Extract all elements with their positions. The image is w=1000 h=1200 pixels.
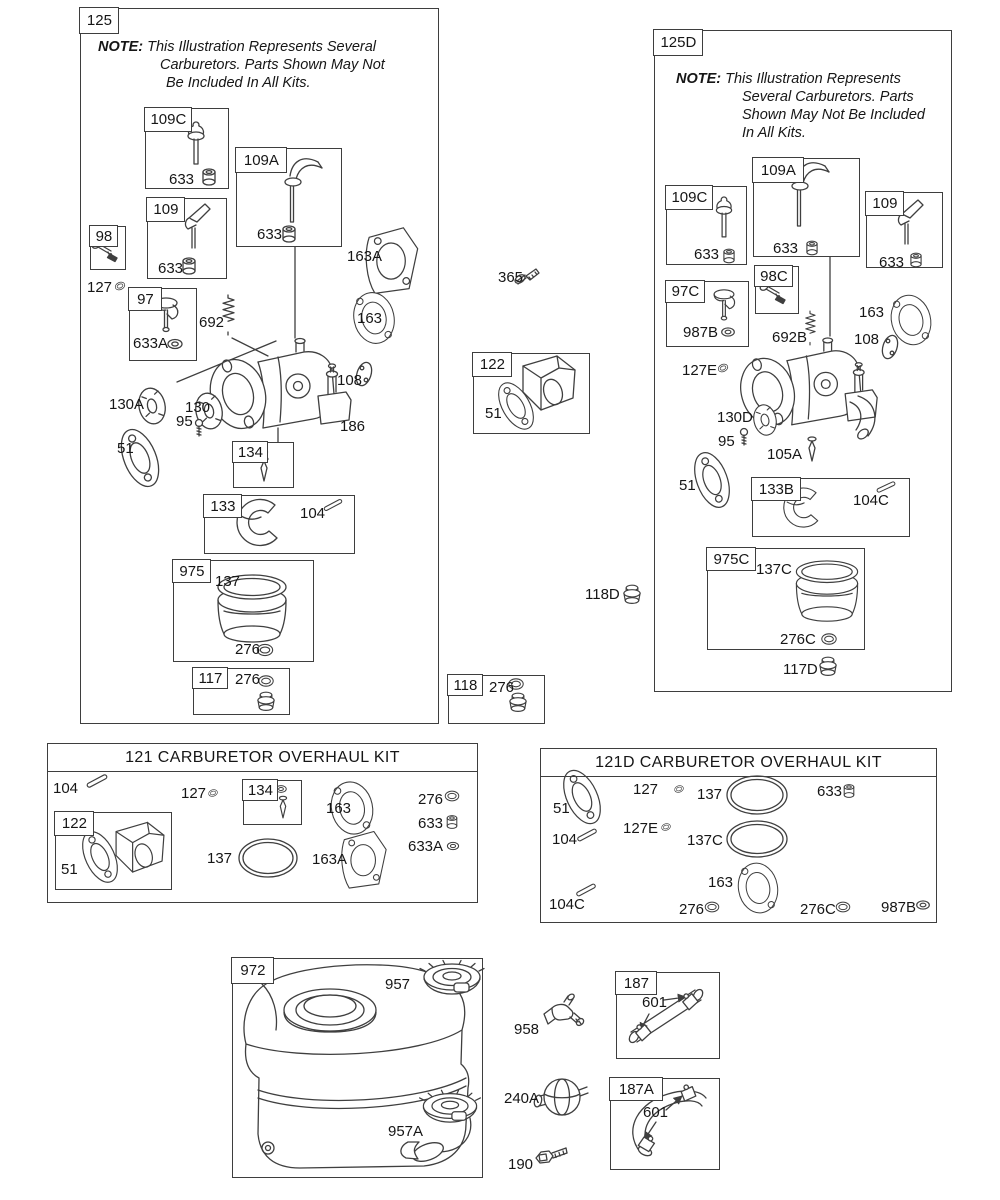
part-label-104: 104 <box>300 505 326 522</box>
part-number-tab: 118 <box>447 674 483 696</box>
part-label-137: 137 <box>697 786 723 803</box>
part-label-633A: 633A <box>133 335 169 352</box>
part-number-tab: 122 <box>472 352 512 377</box>
bolt-190-art <box>536 1148 567 1163</box>
part-label-127: 127 <box>87 279 113 296</box>
part-label-957A: 957A <box>388 1123 424 1140</box>
part-label-276: 276 <box>418 791 444 808</box>
part-label-95: 95 <box>718 433 735 450</box>
part-number-tab: 134 <box>232 441 268 463</box>
part-label-633: 633 <box>257 226 283 243</box>
bowl-nut-118d-art <box>624 585 640 603</box>
part-label-163A: 163A <box>347 248 383 265</box>
part-label-692B: 692B <box>772 329 808 346</box>
part-label-108: 108 <box>854 331 880 348</box>
part-number-tab: 109C <box>144 107 192 132</box>
part-label-633A: 633A <box>408 838 444 855</box>
part-number-tab: 187 <box>615 971 657 995</box>
part-label-127E: 127E <box>623 820 659 837</box>
part-label-276: 276 <box>489 679 515 696</box>
part-label-127E: 127E <box>682 362 718 379</box>
part-label-163: 163 <box>357 310 383 327</box>
part-number-tab: 109A <box>752 157 804 183</box>
part-label-104C: 104C <box>853 492 889 509</box>
part-label-163: 163 <box>326 800 352 817</box>
part-label-633: 633 <box>418 815 444 832</box>
part-number-tab: 97 <box>128 287 162 311</box>
part-number-tab: 109 <box>146 197 185 222</box>
part-label-276: 276 <box>235 671 261 688</box>
part-number-tab: 109 <box>865 191 904 216</box>
part-label-163: 163 <box>859 304 885 321</box>
part-label-276: 276 <box>235 641 261 658</box>
callout-box-109A <box>236 148 342 247</box>
part-label-276C: 276C <box>780 631 816 648</box>
part-label-633: 633 <box>158 260 184 277</box>
part-number-tab: 122 <box>54 811 94 836</box>
part-label-130D: 130D <box>717 409 753 426</box>
part-label-365: 365 <box>498 269 524 286</box>
fuel-valve-958-art <box>544 993 585 1027</box>
part-number-tab: 109C <box>665 185 713 210</box>
part-label-137C: 137C <box>687 832 723 849</box>
part-number-tab: 125D <box>653 29 703 56</box>
part-label-104C: 104C <box>549 896 585 913</box>
part-label-633: 633 <box>694 246 720 263</box>
part-label-137: 137 <box>207 850 233 867</box>
note-text: NOTE: This Illustration Represents Several Carburetors. Parts Shown May Not Be Included In All Kits. <box>676 71 925 141</box>
kit-title: 121D CARBURETOR OVERHAUL KIT <box>541 749 936 777</box>
part-label-51: 51 <box>117 440 134 457</box>
part-number-tab: 972 <box>231 957 274 984</box>
part-label-137: 137 <box>215 573 241 590</box>
part-label-987B: 987B <box>683 324 719 341</box>
part-number-tab: 109A <box>235 147 287 173</box>
part-label-633: 633 <box>879 254 905 271</box>
part-label-130: 130 <box>185 399 211 416</box>
part-label-51: 51 <box>679 477 696 494</box>
part-label-190: 190 <box>508 1156 534 1173</box>
part-number-tab: 125 <box>79 7 119 34</box>
part-number-tab: 98C <box>754 265 793 287</box>
callout-box-187A <box>610 1078 720 1170</box>
part-number-tab: 975C <box>706 547 756 571</box>
kit-box <box>540 748 937 923</box>
part-number-tab: 187A <box>609 1077 663 1101</box>
part-number-tab: 117 <box>192 667 228 689</box>
part-label-163A: 163A <box>312 851 348 868</box>
part-label-633: 633 <box>169 171 195 188</box>
kit-title: 121 CARBURETOR OVERHAUL KIT <box>48 744 477 772</box>
part-label-276: 276 <box>679 901 705 918</box>
part-label-127: 127 <box>633 781 659 798</box>
part-label-957: 957 <box>385 976 411 993</box>
part-label-186: 186 <box>340 418 366 435</box>
kit-box <box>47 743 478 903</box>
part-label-104: 104 <box>53 780 79 797</box>
part-label-987B: 987B <box>881 899 917 916</box>
part-label-137C: 137C <box>756 561 792 578</box>
part-label-108: 108 <box>337 372 363 389</box>
part-number-tab: 133B <box>751 477 801 501</box>
part-number-tab: 97C <box>665 280 705 303</box>
callout-box-98C <box>755 266 799 314</box>
part-label-95: 95 <box>176 413 193 430</box>
callout-box-133 <box>204 495 355 554</box>
part-label-117D: 117D <box>783 661 818 678</box>
part-label-130A: 130A <box>109 396 145 413</box>
part-label-240A: 240A <box>504 1090 540 1107</box>
part-label-105A: 105A <box>767 446 803 463</box>
part-label-118D: 118D <box>585 586 620 603</box>
part-label-276C: 276C <box>800 901 836 918</box>
part-label-51: 51 <box>553 800 570 817</box>
part-label-601: 601 <box>642 994 668 1011</box>
part-label-633: 633 <box>817 783 843 800</box>
fuel-filter-240a-art <box>533 1079 588 1115</box>
part-number-tab: 133 <box>203 494 242 518</box>
callout-box-98 <box>90 226 126 270</box>
callout-box-187 <box>616 972 720 1059</box>
callout-box-972 <box>232 958 483 1178</box>
part-label-601: 601 <box>643 1104 669 1121</box>
part-label-692: 692 <box>199 314 225 331</box>
part-label-633: 633 <box>773 240 799 257</box>
part-number-tab: 134 <box>242 779 278 801</box>
part-number-tab: 98 <box>89 225 118 247</box>
callout-box-109 <box>866 192 943 268</box>
part-number-tab: 975 <box>172 559 211 583</box>
callout-box-134 <box>233 442 294 488</box>
note-text: NOTE: This Illustration Represents Several Carburetors. Parts Shown May Not Be Included In All Kits. <box>98 39 385 91</box>
part-label-51: 51 <box>61 861 78 878</box>
part-label-104: 104 <box>552 831 578 848</box>
part-label-958: 958 <box>514 1021 540 1038</box>
part-label-163: 163 <box>708 874 734 891</box>
callout-box-109A <box>753 158 860 257</box>
part-label-127: 127 <box>181 785 207 802</box>
part-label-51: 51 <box>485 405 502 422</box>
